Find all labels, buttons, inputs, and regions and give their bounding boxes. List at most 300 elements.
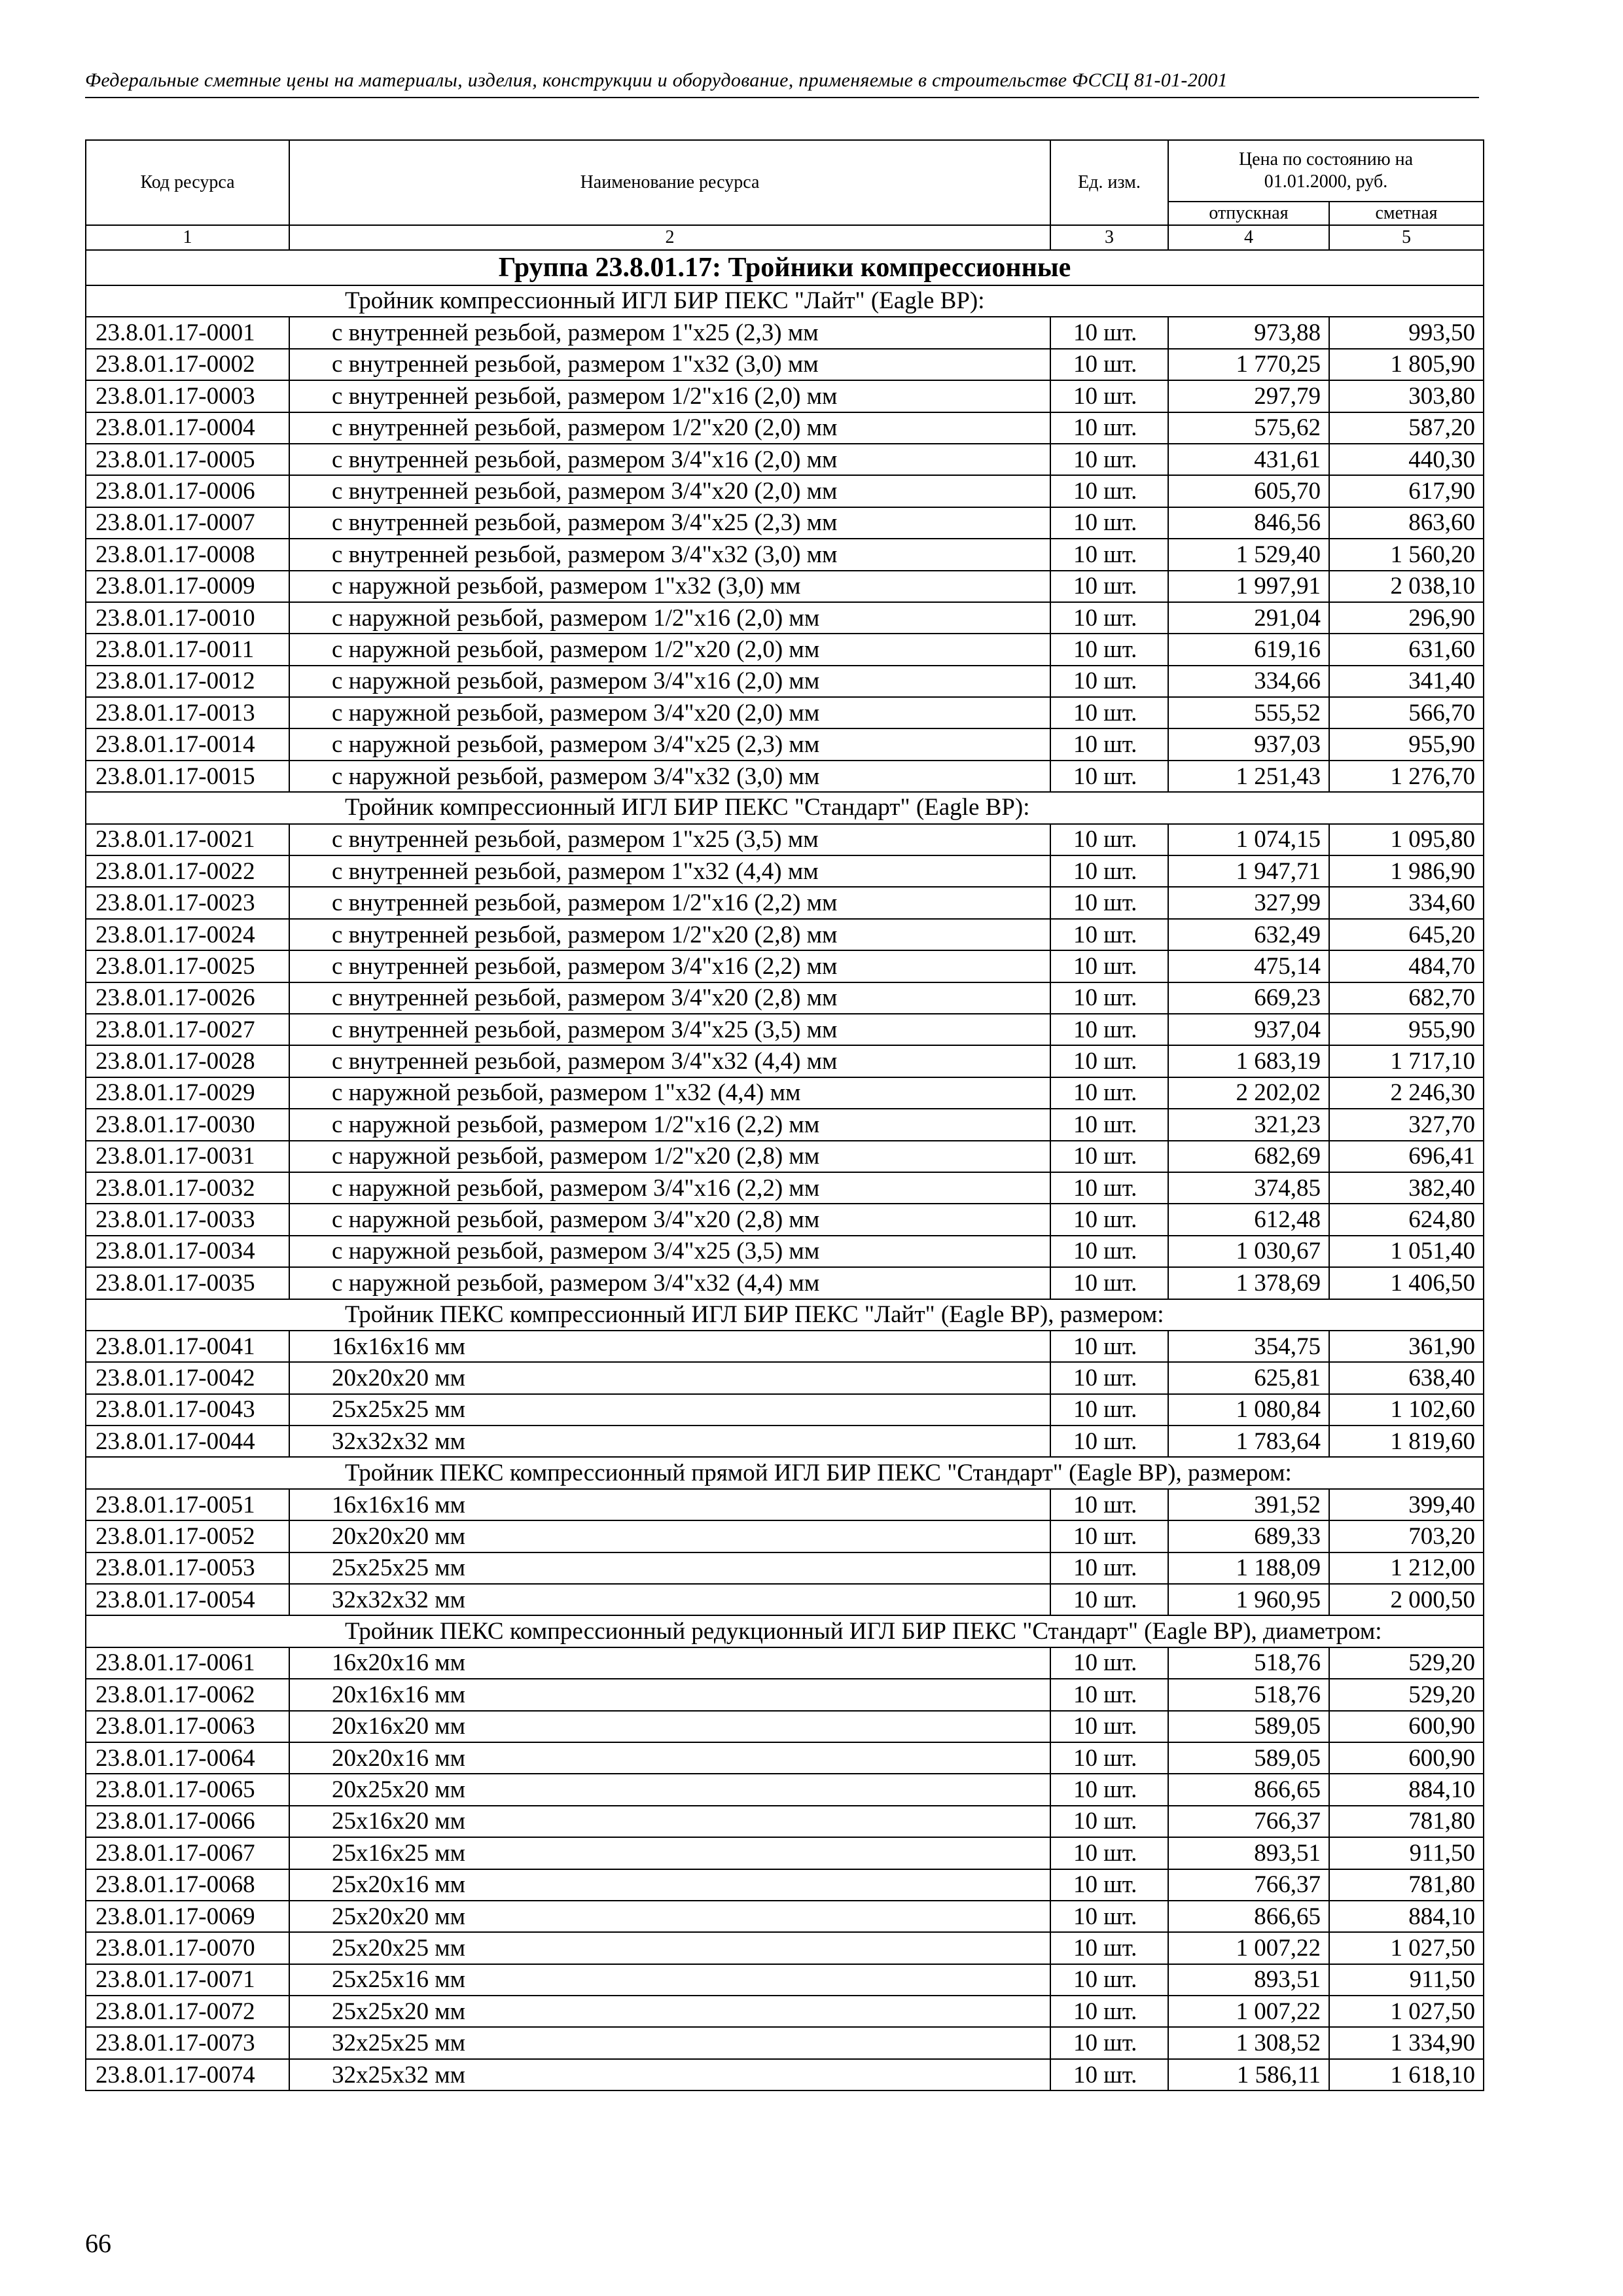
resource-name: с внутренней резьбой, размером 1"х32 (4,4) мм: [289, 855, 1050, 887]
page-number: 66: [85, 2229, 111, 2258]
table-row: [86, 380, 1484, 412]
unit-of-measure: 10 шт.: [1050, 887, 1168, 918]
unit-of-measure: 10 шт.: [1050, 1489, 1168, 1520]
release-price: 575,62: [1168, 412, 1329, 444]
estimate-price: 1 051,40: [1329, 1236, 1484, 1267]
section-header-row: [86, 792, 1484, 823]
table-row: [86, 1394, 1484, 1426]
release-price: 1 007,22: [1168, 1996, 1329, 2027]
resource-code: 23.8.01.17-0070: [86, 1932, 289, 1964]
unit-of-measure: 10 шт.: [1050, 1964, 1168, 1996]
resource-name: с наружной резьбой, размером 3/4"х25 (3,5) мм: [289, 1236, 1050, 1267]
estimate-price: 2 038,10: [1329, 571, 1484, 602]
estimate-price: 863,60: [1329, 507, 1484, 539]
release-price: 689,33: [1168, 1520, 1329, 1552]
table-row: [86, 1711, 1484, 1742]
resource-name: 25х20х25 мм: [289, 1932, 1050, 1964]
table-row: [86, 1742, 1484, 1774]
estimate-price: 1 560,20: [1329, 539, 1484, 570]
unit-of-measure: 10 шт.: [1050, 1837, 1168, 1869]
release-price: 632,49: [1168, 919, 1329, 950]
resource-name: с наружной резьбой, размером 1/2"х16 (2,0) мм: [289, 602, 1050, 634]
header-price-group: Цена по состоянию на 01.01.2000, руб.: [1168, 140, 1484, 202]
table-row: [86, 1806, 1484, 1837]
resource-code: 23.8.01.17-0013: [86, 697, 289, 728]
release-price: 475,14: [1168, 950, 1329, 982]
estimate-price: 1 027,50: [1329, 1932, 1484, 1964]
resource-code: 23.8.01.17-0025: [86, 950, 289, 982]
table-row: [86, 666, 1484, 697]
estimate-price: 682,70: [1329, 982, 1484, 1014]
release-price: 354,75: [1168, 1331, 1329, 1362]
release-price: 866,65: [1168, 1774, 1329, 1805]
unit-of-measure: 10 шт.: [1050, 1711, 1168, 1742]
unit-of-measure: 10 шт.: [1050, 1331, 1168, 1362]
release-price: 1 080,84: [1168, 1394, 1329, 1426]
table-row: [86, 1584, 1484, 1615]
release-price: 937,04: [1168, 1014, 1329, 1045]
estimate-price: 334,60: [1329, 887, 1484, 918]
estimate-price: 1 618,10: [1329, 2059, 1484, 2090]
resource-name: 20х25х20 мм: [289, 1774, 1050, 1805]
resource-code: 23.8.01.17-0044: [86, 1426, 289, 1457]
estimate-price: 993,50: [1329, 317, 1484, 348]
section-header-row: [86, 1299, 1484, 1331]
resource-name: с наружной резьбой, размером 3/4"х16 (2,0) мм: [289, 666, 1050, 697]
table-row: [86, 982, 1484, 1014]
estimate-price: 781,80: [1329, 1806, 1484, 1837]
table-row: [86, 602, 1484, 634]
resource-code: 23.8.01.17-0021: [86, 824, 289, 855]
estimate-price: 1 819,60: [1329, 1426, 1484, 1457]
unit-of-measure: 10 шт.: [1050, 2059, 1168, 2090]
resource-code: 23.8.01.17-0065: [86, 1774, 289, 1805]
estimate-price: 327,70: [1329, 1109, 1484, 1140]
unit-of-measure: 10 шт.: [1050, 697, 1168, 728]
table-row: [86, 1552, 1484, 1584]
release-price: 431,61: [1168, 444, 1329, 475]
release-price: 893,51: [1168, 1837, 1329, 1869]
unit-of-measure: 10 шт.: [1050, 444, 1168, 475]
unit-of-measure: 10 шт.: [1050, 1394, 1168, 1426]
estimate-price: 341,40: [1329, 666, 1484, 697]
estimate-price: 2 246,30: [1329, 1077, 1484, 1109]
resource-name: 25х20х20 мм: [289, 1901, 1050, 1932]
resource-name: с внутренней резьбой, размером 3/4"х25 (3,5) мм: [289, 1014, 1050, 1045]
resource-code: 23.8.01.17-0042: [86, 1362, 289, 1393]
unit-of-measure: 10 шт.: [1050, 2027, 1168, 2058]
unit-of-measure: 10 шт.: [1050, 1426, 1168, 1457]
estimate-price: 600,90: [1329, 1742, 1484, 1774]
estimate-price: 382,40: [1329, 1172, 1484, 1204]
table-row: [86, 1520, 1484, 1552]
resource-code: 23.8.01.17-0029: [86, 1077, 289, 1109]
resource-code: 23.8.01.17-0022: [86, 855, 289, 887]
resource-code: 23.8.01.17-0033: [86, 1204, 289, 1235]
estimate-price: 566,70: [1329, 697, 1484, 728]
release-price: 973,88: [1168, 317, 1329, 348]
table-row: [86, 1077, 1484, 1109]
resource-name: 25х25х25 мм: [289, 1552, 1050, 1584]
group-title: Группа 23.8.01.17: Тройники компрессионные: [86, 250, 1484, 285]
running-header: Федеральные сметные цены на материалы, изделия, конструкции и оборудование, применяемые в строительстве ФССЦ 81-01-2001: [85, 69, 1479, 98]
release-price: 589,05: [1168, 1742, 1329, 1774]
resource-name: 25х16х25 мм: [289, 1837, 1050, 1869]
estimate-price: 361,90: [1329, 1331, 1484, 1362]
estimate-price: 1 027,50: [1329, 1996, 1484, 2027]
unit-of-measure: 10 шт.: [1050, 855, 1168, 887]
resource-name: 20х20х16 мм: [289, 1742, 1050, 1774]
estimate-price: 703,20: [1329, 1520, 1484, 1552]
resource-code: 23.8.01.17-0028: [86, 1045, 289, 1077]
table-row: [86, 1837, 1484, 1869]
column-numbers-row: [86, 225, 1484, 250]
header-code: Код ресурса: [86, 140, 289, 225]
release-price: 1 030,67: [1168, 1236, 1329, 1267]
table-row: [86, 1045, 1484, 1077]
estimate-price: 955,90: [1329, 1014, 1484, 1045]
release-price: 518,76: [1168, 1647, 1329, 1679]
release-price: 1 947,71: [1168, 855, 1329, 887]
unit-of-measure: 10 шт.: [1050, 380, 1168, 412]
resource-code: 23.8.01.17-0006: [86, 475, 289, 507]
unit-of-measure: 10 шт.: [1050, 602, 1168, 634]
resource-code: 23.8.01.17-0051: [86, 1489, 289, 1520]
unit-of-measure: 10 шт.: [1050, 412, 1168, 444]
unit-of-measure: 10 шт.: [1050, 1077, 1168, 1109]
estimate-price: 638,40: [1329, 1362, 1484, 1393]
resource-code: 23.8.01.17-0027: [86, 1014, 289, 1045]
unit-of-measure: 10 шт.: [1050, 317, 1168, 348]
resource-code: 23.8.01.17-0011: [86, 634, 289, 665]
release-price: 625,81: [1168, 1362, 1329, 1393]
table-row: [86, 697, 1484, 728]
release-price: 937,03: [1168, 728, 1329, 760]
release-price: 893,51: [1168, 1964, 1329, 1996]
column-number: 1: [86, 225, 289, 250]
release-price: 321,23: [1168, 1109, 1329, 1140]
resource-code: 23.8.01.17-0052: [86, 1520, 289, 1552]
table-row: [86, 1267, 1484, 1299]
unit-of-measure: 10 шт.: [1050, 1014, 1168, 1045]
table-row: [86, 475, 1484, 507]
resource-name: с внутренней резьбой, размером 3/4"х20 (2,8) мм: [289, 982, 1050, 1014]
resource-code: 23.8.01.17-0002: [86, 349, 289, 380]
estimate-price: 911,50: [1329, 1837, 1484, 1869]
column-number: 5: [1329, 225, 1484, 250]
estimate-price: 617,90: [1329, 475, 1484, 507]
table-row: [86, 349, 1484, 380]
resource-code: 23.8.01.17-0008: [86, 539, 289, 570]
release-price: 1 308,52: [1168, 2027, 1329, 2058]
unit-of-measure: 10 шт.: [1050, 666, 1168, 697]
estimate-price: 884,10: [1329, 1774, 1484, 1805]
resource-code: 23.8.01.17-0069: [86, 1901, 289, 1932]
release-price: 1 960,95: [1168, 1584, 1329, 1615]
section-title: Тройник ПЕКС компрессионный редукционный ИГЛ БИР ПЕКС "Стандарт" (Eagle BP), диаметром:: [86, 1615, 1484, 1647]
resource-code: 23.8.01.17-0031: [86, 1141, 289, 1172]
table-row: [86, 950, 1484, 982]
resource-code: 23.8.01.17-0063: [86, 1711, 289, 1742]
table-row: [86, 2059, 1484, 2090]
unit-of-measure: 10 шт.: [1050, 1552, 1168, 1584]
resource-code: 23.8.01.17-0035: [86, 1267, 289, 1299]
resource-name: 25х25х16 мм: [289, 1964, 1050, 1996]
release-price: 327,99: [1168, 887, 1329, 918]
resource-code: 23.8.01.17-0015: [86, 761, 289, 792]
unit-of-measure: 10 шт.: [1050, 1520, 1168, 1552]
unit-of-measure: 10 шт.: [1050, 1774, 1168, 1805]
release-price: 374,85: [1168, 1172, 1329, 1204]
unit-of-measure: 10 шт.: [1050, 1901, 1168, 1932]
estimate-price: 1 406,50: [1329, 1267, 1484, 1299]
table-row: [86, 1014, 1484, 1045]
estimate-price: 1 212,00: [1329, 1552, 1484, 1584]
unit-of-measure: 10 шт.: [1050, 1932, 1168, 1964]
table-row: [86, 1901, 1484, 1932]
release-price: 391,52: [1168, 1489, 1329, 1520]
release-price: 1 586,11: [1168, 2059, 1329, 2090]
resource-name: с наружной резьбой, размером 1"х32 (4,4) мм: [289, 1077, 1050, 1109]
header-release-price: отпускная: [1168, 202, 1329, 225]
release-price: 1 997,91: [1168, 571, 1329, 602]
resource-code: 23.8.01.17-0034: [86, 1236, 289, 1267]
resource-name: с наружной резьбой, размером 3/4"х20 (2,0) мм: [289, 697, 1050, 728]
resource-code: 23.8.01.17-0041: [86, 1331, 289, 1362]
resource-name: с внутренней резьбой, размером 1/2"х16 (2,2) мм: [289, 887, 1050, 918]
resource-name: с наружной резьбой, размером 3/4"х16 (2,2) мм: [289, 1172, 1050, 1204]
estimate-price: 624,80: [1329, 1204, 1484, 1235]
unit-of-measure: 10 шт.: [1050, 507, 1168, 539]
table-row: [86, 1109, 1484, 1140]
table-row: [86, 317, 1484, 348]
section-header-row: [86, 1457, 1484, 1488]
estimate-price: 529,20: [1329, 1679, 1484, 1710]
resource-name: с наружной резьбой, размером 1/2"х16 (2,2) мм: [289, 1109, 1050, 1140]
table-row: [86, 412, 1484, 444]
resource-name: с наружной резьбой, размером 3/4"х32 (3,0) мм: [289, 761, 1050, 792]
estimate-price: 1 717,10: [1329, 1045, 1484, 1077]
unit-of-measure: 10 шт.: [1050, 1141, 1168, 1172]
release-price: 334,66: [1168, 666, 1329, 697]
release-price: 1 783,64: [1168, 1426, 1329, 1457]
column-number: 2: [289, 225, 1050, 250]
release-price: 669,23: [1168, 982, 1329, 1014]
resource-code: 23.8.01.17-0068: [86, 1869, 289, 1901]
resource-code: 23.8.01.17-0009: [86, 571, 289, 602]
release-price: 297,79: [1168, 380, 1329, 412]
release-price: 291,04: [1168, 602, 1329, 634]
estimate-price: 1 102,60: [1329, 1394, 1484, 1426]
group-title-row: [86, 250, 1484, 285]
resource-name: 32х25х32 мм: [289, 2059, 1050, 2090]
estimate-price: 1 805,90: [1329, 349, 1484, 380]
unit-of-measure: 10 шт.: [1050, 1109, 1168, 1140]
release-price: 2 202,02: [1168, 1077, 1329, 1109]
table-row: [86, 761, 1484, 792]
table-row: [86, 1774, 1484, 1805]
unit-of-measure: 10 шт.: [1050, 1267, 1168, 1299]
unit-of-measure: 10 шт.: [1050, 1045, 1168, 1077]
resource-code: 23.8.01.17-0054: [86, 1584, 289, 1615]
resource-code: 23.8.01.17-0043: [86, 1394, 289, 1426]
unit-of-measure: 10 шт.: [1050, 1742, 1168, 1774]
unit-of-measure: 10 шт.: [1050, 919, 1168, 950]
header-estimate-price: сметная: [1329, 202, 1484, 225]
estimate-price: 484,70: [1329, 950, 1484, 982]
table-row: [86, 1362, 1484, 1393]
resource-code: 23.8.01.17-0032: [86, 1172, 289, 1204]
resource-code: 23.8.01.17-0071: [86, 1964, 289, 1996]
unit-of-measure: 10 шт.: [1050, 1236, 1168, 1267]
estimate-price: 955,90: [1329, 728, 1484, 760]
table-row: [86, 1172, 1484, 1204]
estimate-price: 1 334,90: [1329, 2027, 1484, 2058]
table-row: [86, 824, 1484, 855]
release-price: 846,56: [1168, 507, 1329, 539]
table-row: [86, 1141, 1484, 1172]
unit-of-measure: 10 шт.: [1050, 824, 1168, 855]
table-row: [86, 571, 1484, 602]
resource-code: 23.8.01.17-0001: [86, 317, 289, 348]
resource-code: 23.8.01.17-0074: [86, 2059, 289, 2090]
table-row: [86, 1426, 1484, 1457]
estimate-price: 303,80: [1329, 380, 1484, 412]
estimate-price: 1 986,90: [1329, 855, 1484, 887]
estimate-price: 781,80: [1329, 1869, 1484, 1901]
release-price: 1 251,43: [1168, 761, 1329, 792]
resource-name: с внутренней резьбой, размером 3/4"х16 (2,2) мм: [289, 950, 1050, 982]
resource-name: с наружной резьбой, размером 3/4"х20 (2,8) мм: [289, 1204, 1050, 1235]
resource-name: с наружной резьбой, размером 1"х32 (3,0) мм: [289, 571, 1050, 602]
release-price: 766,37: [1168, 1869, 1329, 1901]
release-price: 555,52: [1168, 697, 1329, 728]
table-row: [86, 444, 1484, 475]
unit-of-measure: 10 шт.: [1050, 349, 1168, 380]
resource-code: 23.8.01.17-0003: [86, 380, 289, 412]
table-row: [86, 1204, 1484, 1235]
resource-code: 23.8.01.17-0064: [86, 1742, 289, 1774]
column-number: 4: [1168, 225, 1329, 250]
table-row: [86, 507, 1484, 539]
unit-of-measure: 10 шт.: [1050, 1679, 1168, 1710]
release-price: 1 683,19: [1168, 1045, 1329, 1077]
resource-name: с внутренней резьбой, размером 3/4"х32 (4,4) мм: [289, 1045, 1050, 1077]
unit-of-measure: 10 шт.: [1050, 1806, 1168, 1837]
resource-name: с внутренней резьбой, размером 1"х25 (2,3) мм: [289, 317, 1050, 348]
section-title: Тройник компрессионный ИГЛ БИР ПЕКС "Стандарт" (Eagle BP):: [86, 792, 1484, 823]
table-row: [86, 1996, 1484, 2027]
price-table: [85, 139, 1484, 2091]
resource-name: с внутренней резьбой, размером 1/2"х20 (2,0) мм: [289, 412, 1050, 444]
table-row: [86, 728, 1484, 760]
resource-code: 23.8.01.17-0005: [86, 444, 289, 475]
table-row: [86, 919, 1484, 950]
release-price: 682,69: [1168, 1141, 1329, 1172]
unit-of-measure: 10 шт.: [1050, 1647, 1168, 1679]
release-price: 1 529,40: [1168, 539, 1329, 570]
resource-code: 23.8.01.17-0023: [86, 887, 289, 918]
table-row: [86, 1236, 1484, 1267]
header-unit: Ед. изм.: [1050, 140, 1168, 225]
resource-name: 32х32х32 мм: [289, 1584, 1050, 1615]
unit-of-measure: 10 шт.: [1050, 571, 1168, 602]
unit-of-measure: 10 шт.: [1050, 1172, 1168, 1204]
table-row: [86, 1679, 1484, 1710]
estimate-price: 440,30: [1329, 444, 1484, 475]
unit-of-measure: 10 шт.: [1050, 982, 1168, 1014]
resource-name: 20х16х20 мм: [289, 1711, 1050, 1742]
estimate-price: 529,20: [1329, 1647, 1484, 1679]
estimate-price: 296,90: [1329, 602, 1484, 634]
column-number: 3: [1050, 225, 1168, 250]
release-price: 1 074,15: [1168, 824, 1329, 855]
estimate-price: 399,40: [1329, 1489, 1484, 1520]
table-header-row: [86, 140, 1484, 202]
unit-of-measure: 10 шт.: [1050, 1869, 1168, 1901]
resource-name: с внутренней резьбой, размером 3/4"х16 (2,0) мм: [289, 444, 1050, 475]
unit-of-measure: 10 шт.: [1050, 475, 1168, 507]
unit-of-measure: 10 шт.: [1050, 728, 1168, 760]
estimate-price: 1 276,70: [1329, 761, 1484, 792]
section-title: Тройник компрессионный ИГЛ БИР ПЕКС "Лайт" (Eagle BP):: [86, 285, 1484, 317]
section-title: Тройник ПЕКС компрессионный ИГЛ БИР ПЕКС "Лайт" (Eagle BP), размером:: [86, 1299, 1484, 1331]
resource-name: с внутренней резьбой, размером 1"х32 (3,0) мм: [289, 349, 1050, 380]
resource-name: 25х16х20 мм: [289, 1806, 1050, 1837]
resource-name: с наружной резьбой, размером 1/2"х20 (2,0) мм: [289, 634, 1050, 665]
release-price: 866,65: [1168, 1901, 1329, 1932]
resource-name: 16х20х16 мм: [289, 1647, 1050, 1679]
estimate-price: 884,10: [1329, 1901, 1484, 1932]
resource-name: с наружной резьбой, размером 3/4"х25 (2,3) мм: [289, 728, 1050, 760]
unit-of-measure: 10 шт.: [1050, 1996, 1168, 2027]
estimate-price: 631,60: [1329, 634, 1484, 665]
resource-name: с внутренней резьбой, размером 3/4"х32 (3,0) мм: [289, 539, 1050, 570]
section-header-row: [86, 285, 1484, 317]
resource-name: 20х20х20 мм: [289, 1520, 1050, 1552]
estimate-price: 600,90: [1329, 1711, 1484, 1742]
table-row: [86, 1932, 1484, 1964]
resource-code: 23.8.01.17-0004: [86, 412, 289, 444]
resource-name: 25х25х25 мм: [289, 1394, 1050, 1426]
resource-code: 23.8.01.17-0026: [86, 982, 289, 1014]
release-price: 612,48: [1168, 1204, 1329, 1235]
resource-code: 23.8.01.17-0024: [86, 919, 289, 950]
resource-code: 23.8.01.17-0061: [86, 1647, 289, 1679]
resource-name: с внутренней резьбой, размером 1"х25 (3,5) мм: [289, 824, 1050, 855]
unit-of-measure: 10 шт.: [1050, 950, 1168, 982]
release-price: 1 007,22: [1168, 1932, 1329, 1964]
table-row: [86, 1647, 1484, 1679]
release-price: 589,05: [1168, 1711, 1329, 1742]
table-row: [86, 887, 1484, 918]
table-row: [86, 1489, 1484, 1520]
resource-name: с наружной резьбой, размером 1/2"х20 (2,8) мм: [289, 1141, 1050, 1172]
resource-code: 23.8.01.17-0072: [86, 1996, 289, 2027]
table-row: [86, 1964, 1484, 1996]
resource-name: 32х25х25 мм: [289, 2027, 1050, 2058]
table-row: [86, 2027, 1484, 2058]
resource-name: с внутренней резьбой, размером 1/2"х16 (2,0) мм: [289, 380, 1050, 412]
unit-of-measure: 10 шт.: [1050, 1204, 1168, 1235]
table-row: [86, 539, 1484, 570]
release-price: 1 770,25: [1168, 349, 1329, 380]
resource-name: 20х16х16 мм: [289, 1679, 1050, 1710]
resource-code: 23.8.01.17-0062: [86, 1679, 289, 1710]
release-price: 1 378,69: [1168, 1267, 1329, 1299]
resource-name: с внутренней резьбой, размером 3/4"х20 (2,0) мм: [289, 475, 1050, 507]
price-table-body: [86, 140, 1484, 2090]
